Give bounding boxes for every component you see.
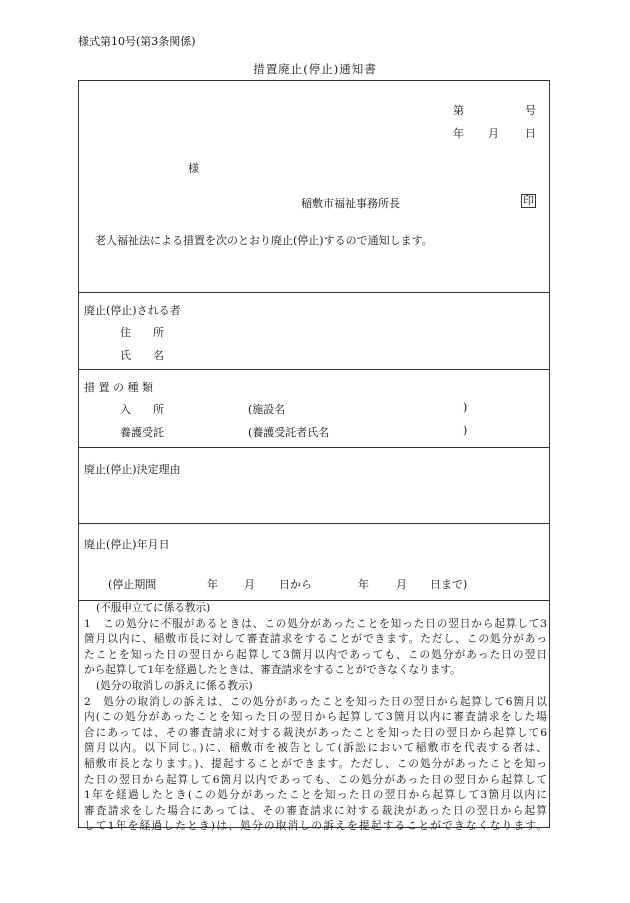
objection-line: 1 この処分に不服があるときは、この処分があったことを知った日の翌日から起算して3 (84, 617, 547, 630)
issuer-name: 稲敷市福祉事務所長 (301, 197, 400, 210)
form-title: 措置廃止(停止)通知書 (253, 62, 377, 76)
lawsuit-line: 内(この処分があったことを知った日の翌日から起算して3箇月以内に審査請求をした場 (84, 711, 547, 724)
period-end-day: 日まで) (430, 578, 468, 591)
row-divider (78, 523, 550, 524)
facility-name-label: (施設名 (248, 403, 286, 416)
facility-close-paren: ) (463, 401, 468, 414)
period-end-year: 年 (358, 578, 369, 591)
foster-care-label: 養護受託 (120, 426, 164, 439)
lawsuit-line: 審査請求をした場合にあっては、その審査請求に対する裁決があった日の翌日から起算 (84, 804, 547, 817)
lawsuit-heading: (処分の取消しの訴えに係る教示) (96, 679, 253, 692)
lawsuit-line: して1年を経過したとき)は、処分の取消しの訴えを提起することができなくなります。 (84, 820, 547, 833)
objection-heading: (不服申立てに係る教示) (96, 602, 211, 614)
number-label: 第 (453, 104, 464, 117)
foster-close-paren: ) (463, 424, 468, 437)
legal-instructions (84, 601, 547, 835)
lawsuit-line: 2 処分の取消しの訴えは、この処分があったことを知った日の翌日から起算して6箇月以 (84, 695, 547, 708)
objection-line: から起算して1年を経過したときは、審査請求をすることができなくなります。 (84, 664, 461, 677)
notice-statement: 老人福祉法による措置を次のとおり廃止(停止)するので通知します。 (95, 234, 433, 247)
row-divider (78, 292, 550, 293)
reason-heading: 廃止(停止)決定理由 (84, 463, 181, 476)
suspension-period-label: (停止期間 (108, 578, 157, 591)
lawsuit-line: 合にあっては、その審査請求に対する裁決があったことを知った日の翌日から起算して6 (84, 726, 547, 739)
date-year-label: 年 (453, 127, 464, 140)
period-start-day: 日から (279, 578, 312, 591)
subject-heading: 廃止(停止)される者 (84, 304, 181, 317)
form-number-label: 様式第10号(第3条関係) (78, 35, 196, 48)
period-end-month: 月 (396, 578, 407, 591)
objection-line: 箇月以内に、稲敷市長に対して審査請求をすることができます。ただし、この処分があっ (84, 633, 547, 646)
measure-heading: 措 置 の 種 類 (84, 381, 153, 394)
date-month-label: 月 (488, 127, 499, 140)
lawsuit-line: 稲敷市長となります。)、提起することができます。ただし、この処分があったことを知っ (84, 757, 547, 770)
subject-address-label: 住 所 (120, 326, 164, 339)
number-suffix: 号 (525, 104, 536, 117)
lawsuit-line: た日の翌日から起算して6箇月以内であっても、この処分があった日の翌日から起算して (84, 773, 547, 786)
seal-mark: 印 (523, 194, 534, 207)
subject-name-label: 氏 名 (120, 349, 164, 362)
date-day-label: 日 (525, 127, 536, 140)
objection-line: たことを知った日の翌日から起算して3箇月以内であっても、この処分があった日の翌日 (84, 648, 547, 661)
row-divider (78, 447, 550, 448)
admission-label: 入 所 (120, 403, 164, 416)
row-divider (78, 369, 550, 370)
period-start-month: 月 (244, 578, 255, 591)
period-start-year: 年 (207, 578, 218, 591)
lawsuit-line: 箇月以内。以下同じ。)に、稲敷市を被告として(訴訟において稲敷市を代表する者は、 (84, 742, 547, 755)
foster-caregiver-name-label: (養護受託者氏名 (248, 426, 330, 439)
lawsuit-line: 1年を経過したとき(この処分があったことを知った日の翌日から起算して3箇月以内に (84, 789, 547, 802)
recipient-honorific: 様 (188, 162, 199, 175)
date-heading: 廃止(停止)年月日 (84, 538, 170, 551)
